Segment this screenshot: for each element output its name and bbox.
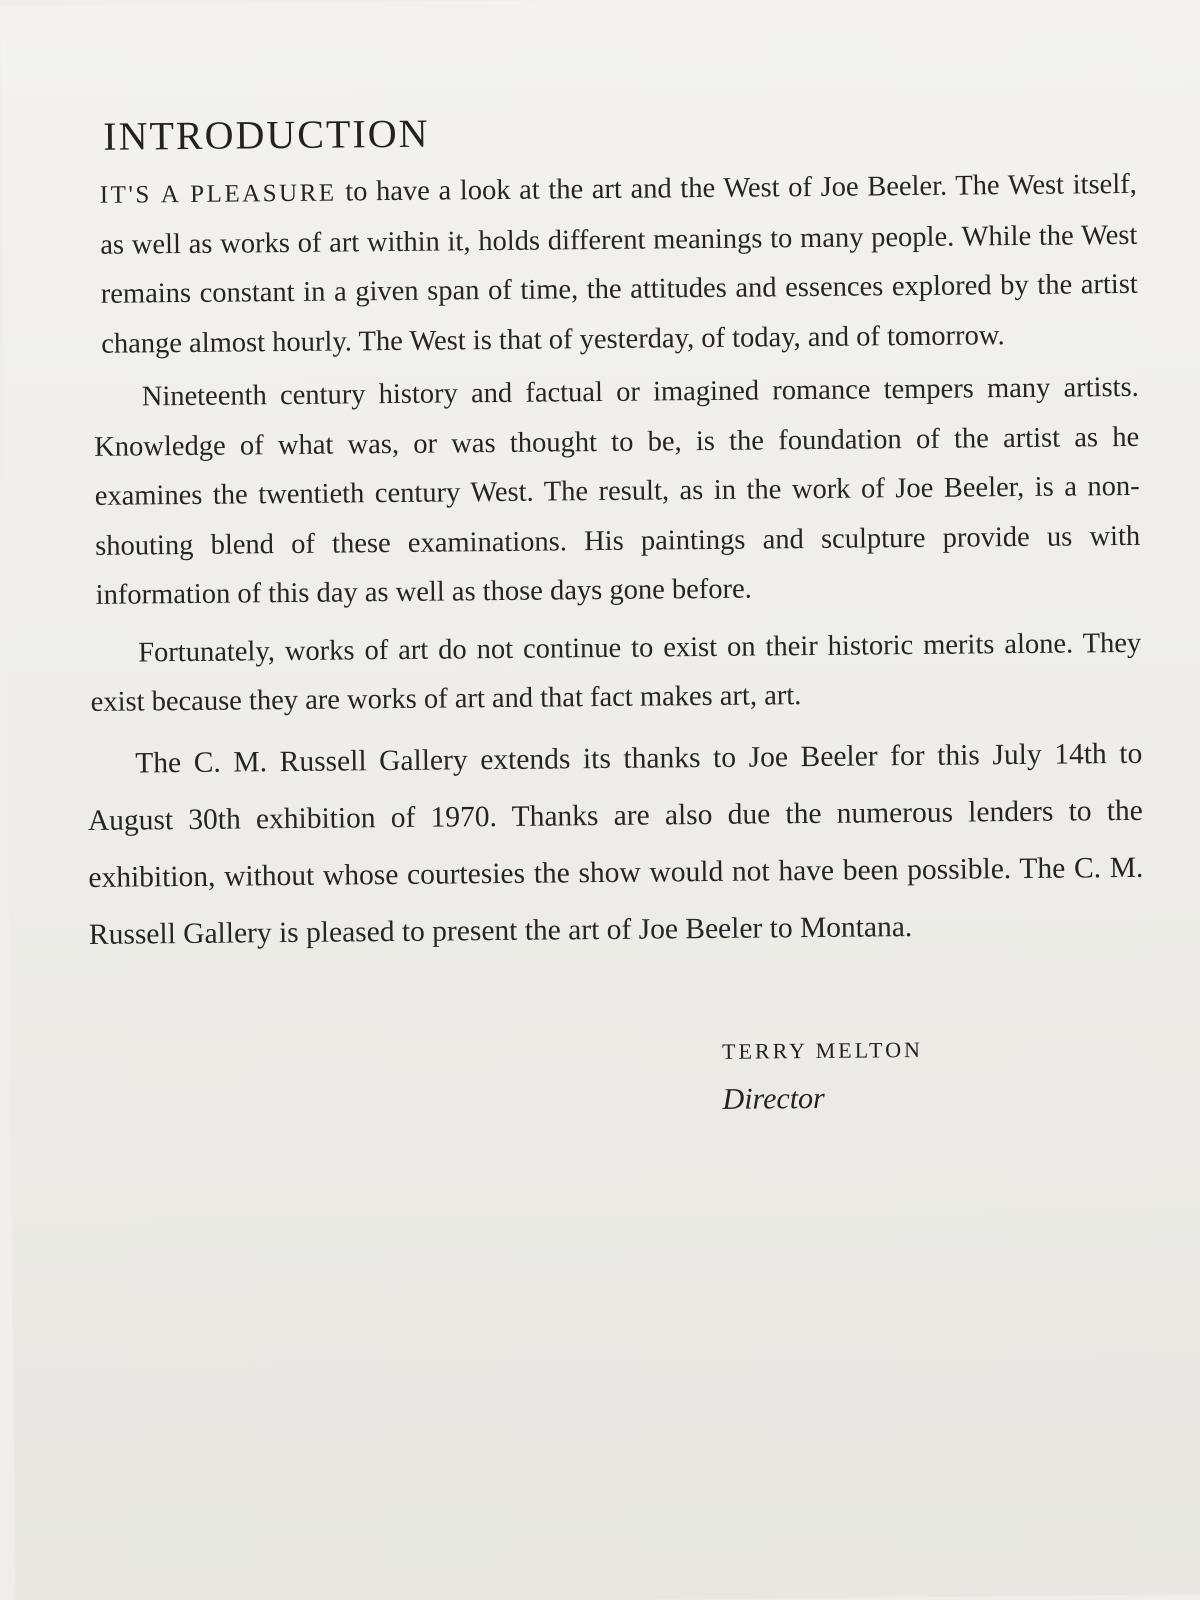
lead-in-smallcaps: IT'S A PLEASURE <box>99 179 337 209</box>
paragraph-1 <box>100 160 1139 369</box>
signature-title: Director <box>722 1081 825 1116</box>
paragraph-1-text: to have a look at the art and the West of Joe Beeler. The West itself, as well as works of art within it, holds different meanings to many people. While the West remains constant in a given span of time, the attitudes and essences explored by the artist change almost hourly. The West is that of yesterday, of today, and of tomorrow. <box>100 168 1138 360</box>
paragraph-4: The C. M. Russell Gallery extends its thanks to Joe Beeler for this July 14th to August 30th exhibition of 1970. Thanks are also due the numerous lenders to the exhibition, without whose courtesies the show would not have been possible. The C. M. Russell Gallery is pleased to present the art of Joe Beeler to Montana. <box>87 737 1144 951</box>
paragraph-3: Fortunately, works of art do not continue to exist on their historic merits alone. They exist because they are works of art and that fact makes art, art. <box>90 627 1142 718</box>
signature-name: TERRY MELTON <box>721 1036 924 1064</box>
paragraph-2: Nineteenth century history and factual or imagined romance tempers many artists. Knowledge of what was, or was thought to be, is the foundation of the artist as he examines the twentieth century West. The result, as in the work of Joe Beeler, is a non-shouting blend of these examinations. His paintings and sculpture provide us with information of this day as well as those days gone before. <box>94 371 1141 611</box>
signature-block <box>722 1037 924 1117</box>
page-content <box>87 103 1144 963</box>
page-heading: INTRODUCTION <box>103 110 430 159</box>
